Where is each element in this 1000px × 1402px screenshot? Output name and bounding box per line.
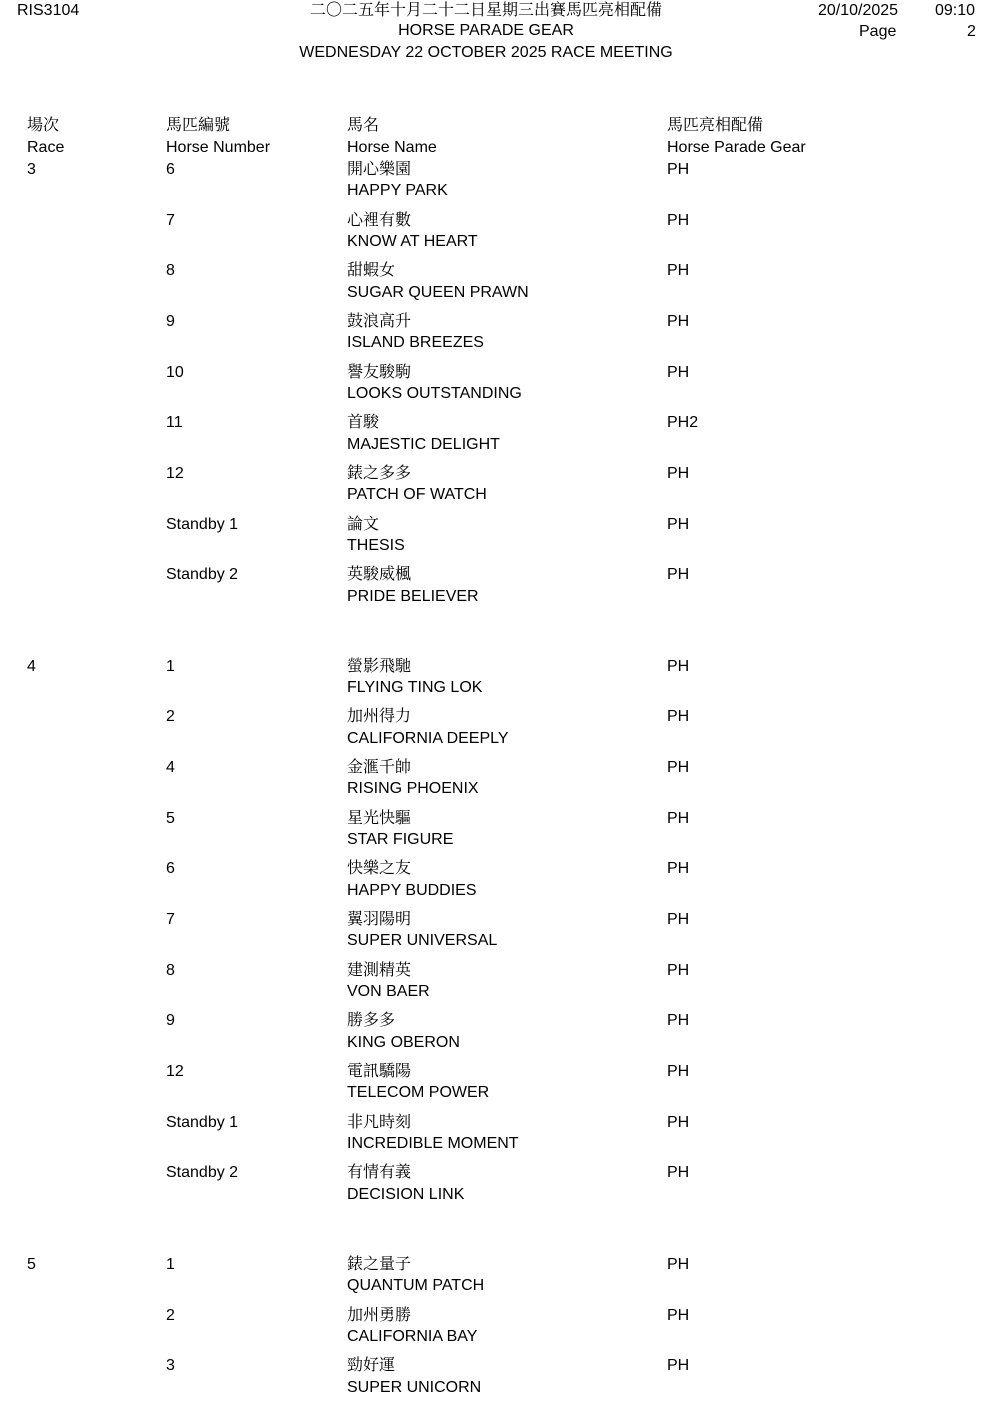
column-header-number-zh: 馬匹編號 — [166, 115, 231, 134]
horse-name-zh: 電訊驕陽 — [347, 1061, 412, 1080]
parade-gear: PH — [667, 658, 690, 675]
horse-number: 6 — [166, 860, 175, 877]
horse-number: 9 — [166, 313, 175, 330]
horse-name-en: DECISION LINK — [347, 1186, 465, 1203]
race-number: 5 — [27, 1256, 36, 1273]
horse-name-zh: 鼓浪高升 — [347, 311, 412, 330]
horse-name-en: FLYING TING LOK — [347, 679, 483, 696]
horse-name-en: QUANTUM PATCH — [347, 1277, 485, 1294]
horse-name-zh: 翼羽陽明 — [347, 909, 412, 928]
parade-gear: PH — [667, 465, 690, 482]
horse-name-zh: 譽友駿駒 — [347, 362, 412, 381]
horse-number: 8 — [166, 962, 175, 979]
horse-name-zh: 錶之量子 — [347, 1254, 412, 1273]
parade-gear: PH — [667, 364, 690, 381]
horse-name-en: INCREDIBLE MOMENT — [347, 1135, 519, 1152]
column-header-race-en: Race — [27, 139, 65, 156]
horse-number: 6 — [166, 161, 175, 178]
horse-number: 9 — [166, 1012, 175, 1029]
report-title-en: HORSE PARADE GEAR — [398, 22, 574, 39]
parade-gear: PH — [667, 1307, 690, 1324]
horse-name-zh: 心裡有數 — [347, 210, 412, 229]
parade-gear: PH — [667, 1063, 690, 1080]
horse-name-en: RISING PHOENIX — [347, 780, 479, 797]
parade-gear: PH — [667, 860, 690, 877]
parade-gear: PH — [667, 1114, 690, 1131]
parade-gear: PH2 — [667, 414, 699, 431]
parade-gear: PH — [667, 1256, 690, 1273]
column-header-gear-zh: 馬匹亮相配備 — [667, 115, 764, 134]
horse-number: 4 — [166, 759, 175, 776]
meeting-title: WEDNESDAY 22 OCTOBER 2025 RACE MEETING — [299, 44, 673, 61]
horse-number: 12 — [166, 1063, 184, 1080]
parade-gear: PH — [667, 212, 690, 229]
report-code: RIS3104 — [17, 2, 80, 19]
horse-name-zh: 建測精英 — [347, 960, 412, 979]
report-date: 20/10/2025 — [818, 2, 899, 19]
column-header-name-zh: 馬名 — [347, 115, 380, 134]
horse-name-en: CALIFORNIA DEEPLY — [347, 730, 509, 747]
horse-name-zh: 星光快驅 — [347, 808, 412, 827]
horse-number: 7 — [166, 911, 175, 928]
parade-gear: PH — [667, 1012, 690, 1029]
horse-name-zh: 論文 — [347, 514, 380, 533]
horse-number: 11 — [166, 414, 183, 431]
horse-number: 1 — [166, 1256, 175, 1273]
parade-gear: PH — [667, 262, 690, 279]
horse-name-en: CALIFORNIA BAY — [347, 1328, 478, 1345]
horse-name-zh: 螢影飛馳 — [347, 656, 412, 675]
column-header-number-en: Horse Number — [166, 139, 271, 156]
horse-number: Standby 1 — [166, 516, 239, 533]
parade-gear: PH — [667, 1357, 690, 1374]
parade-gear: PH — [667, 516, 690, 533]
horse-name-en: PRIDE BELIEVER — [347, 588, 479, 605]
horse-name-zh: 快樂之友 — [347, 858, 412, 877]
parade-gear: PH — [667, 1164, 690, 1181]
horse-name-zh: 勝多多 — [347, 1010, 396, 1029]
horse-name-zh: 加州勇勝 — [347, 1305, 412, 1324]
report-time: 09:10 — [935, 2, 976, 19]
parade-gear: PH — [667, 759, 690, 776]
horse-name-zh: 有情有義 — [347, 1162, 412, 1181]
horse-name-en: MAJESTIC DELIGHT — [347, 436, 500, 453]
horse-name-en: PATCH OF WATCH — [347, 486, 487, 503]
horse-name-zh: 勁好運 — [347, 1355, 396, 1374]
horse-name-zh: 開心樂園 — [347, 159, 412, 178]
horse-name-en: ISLAND BREEZES — [347, 334, 484, 351]
horse-number: Standby 2 — [166, 566, 239, 583]
parade-gear: PH — [667, 313, 690, 330]
horse-number: Standby 1 — [166, 1114, 239, 1131]
horse-name-en: TELECOM POWER — [347, 1084, 490, 1101]
page-label: Page — [859, 23, 897, 40]
parade-gear: PH — [667, 810, 690, 827]
column-header-name-en: Horse Name — [347, 139, 437, 156]
horse-number: 5 — [166, 810, 175, 827]
horse-name-zh: 甜蝦女 — [347, 260, 396, 279]
report-title-zh: 二〇二五年十月二十二日星期三出賽馬匹亮相配備 — [309, 0, 662, 19]
horse-name-en: LOOKS OUTSTANDING — [347, 385, 522, 402]
horse-number: 8 — [166, 262, 175, 279]
horse-number: 3 — [166, 1357, 175, 1374]
race-number: 4 — [27, 658, 36, 675]
parade-gear: PH — [667, 911, 690, 928]
horse-number: 10 — [166, 364, 184, 381]
parade-gear: PH — [667, 161, 690, 178]
horse-name-en: SUGAR QUEEN PRAWN — [347, 284, 529, 301]
horse-number: Standby 2 — [166, 1164, 239, 1181]
column-header-gear-en: Horse Parade Gear — [667, 139, 806, 156]
page-number: 2 — [967, 23, 976, 40]
parade-gear: PH — [667, 566, 690, 583]
horse-name-en: THESIS — [347, 537, 405, 554]
horse-name-en: SUPER UNICORN — [347, 1379, 482, 1396]
parade-gear: PH — [667, 962, 690, 979]
horse-number: 12 — [166, 465, 184, 482]
horse-name-en: KNOW AT HEART — [347, 233, 478, 250]
horse-number: 2 — [166, 1307, 175, 1324]
horse-name-zh: 加州得力 — [347, 706, 412, 725]
horse-name-en: VON BAER — [347, 983, 430, 1000]
horse-name-en: HAPPY PARK — [347, 182, 448, 199]
race-number: 3 — [27, 161, 36, 178]
parade-gear: PH — [667, 708, 690, 725]
horse-name-en: KING OBERON — [347, 1034, 460, 1051]
column-header-race-zh: 場次 — [27, 115, 60, 134]
horse-name-zh: 錶之多多 — [347, 463, 412, 482]
horse-number: 1 — [166, 658, 175, 675]
horse-name-en: HAPPY BUDDIES — [347, 882, 477, 899]
horse-name-en: STAR FIGURE — [347, 831, 454, 848]
horse-name-zh: 英駿威楓 — [347, 564, 412, 583]
horse-number: 2 — [166, 708, 175, 725]
horse-name-zh: 金滙千帥 — [347, 757, 412, 776]
horse-name-zh: 非凡時刻 — [347, 1112, 412, 1131]
horse-number: 7 — [166, 212, 175, 229]
horse-name-en: SUPER UNIVERSAL — [347, 932, 498, 949]
horse-name-zh: 首駿 — [347, 412, 380, 431]
